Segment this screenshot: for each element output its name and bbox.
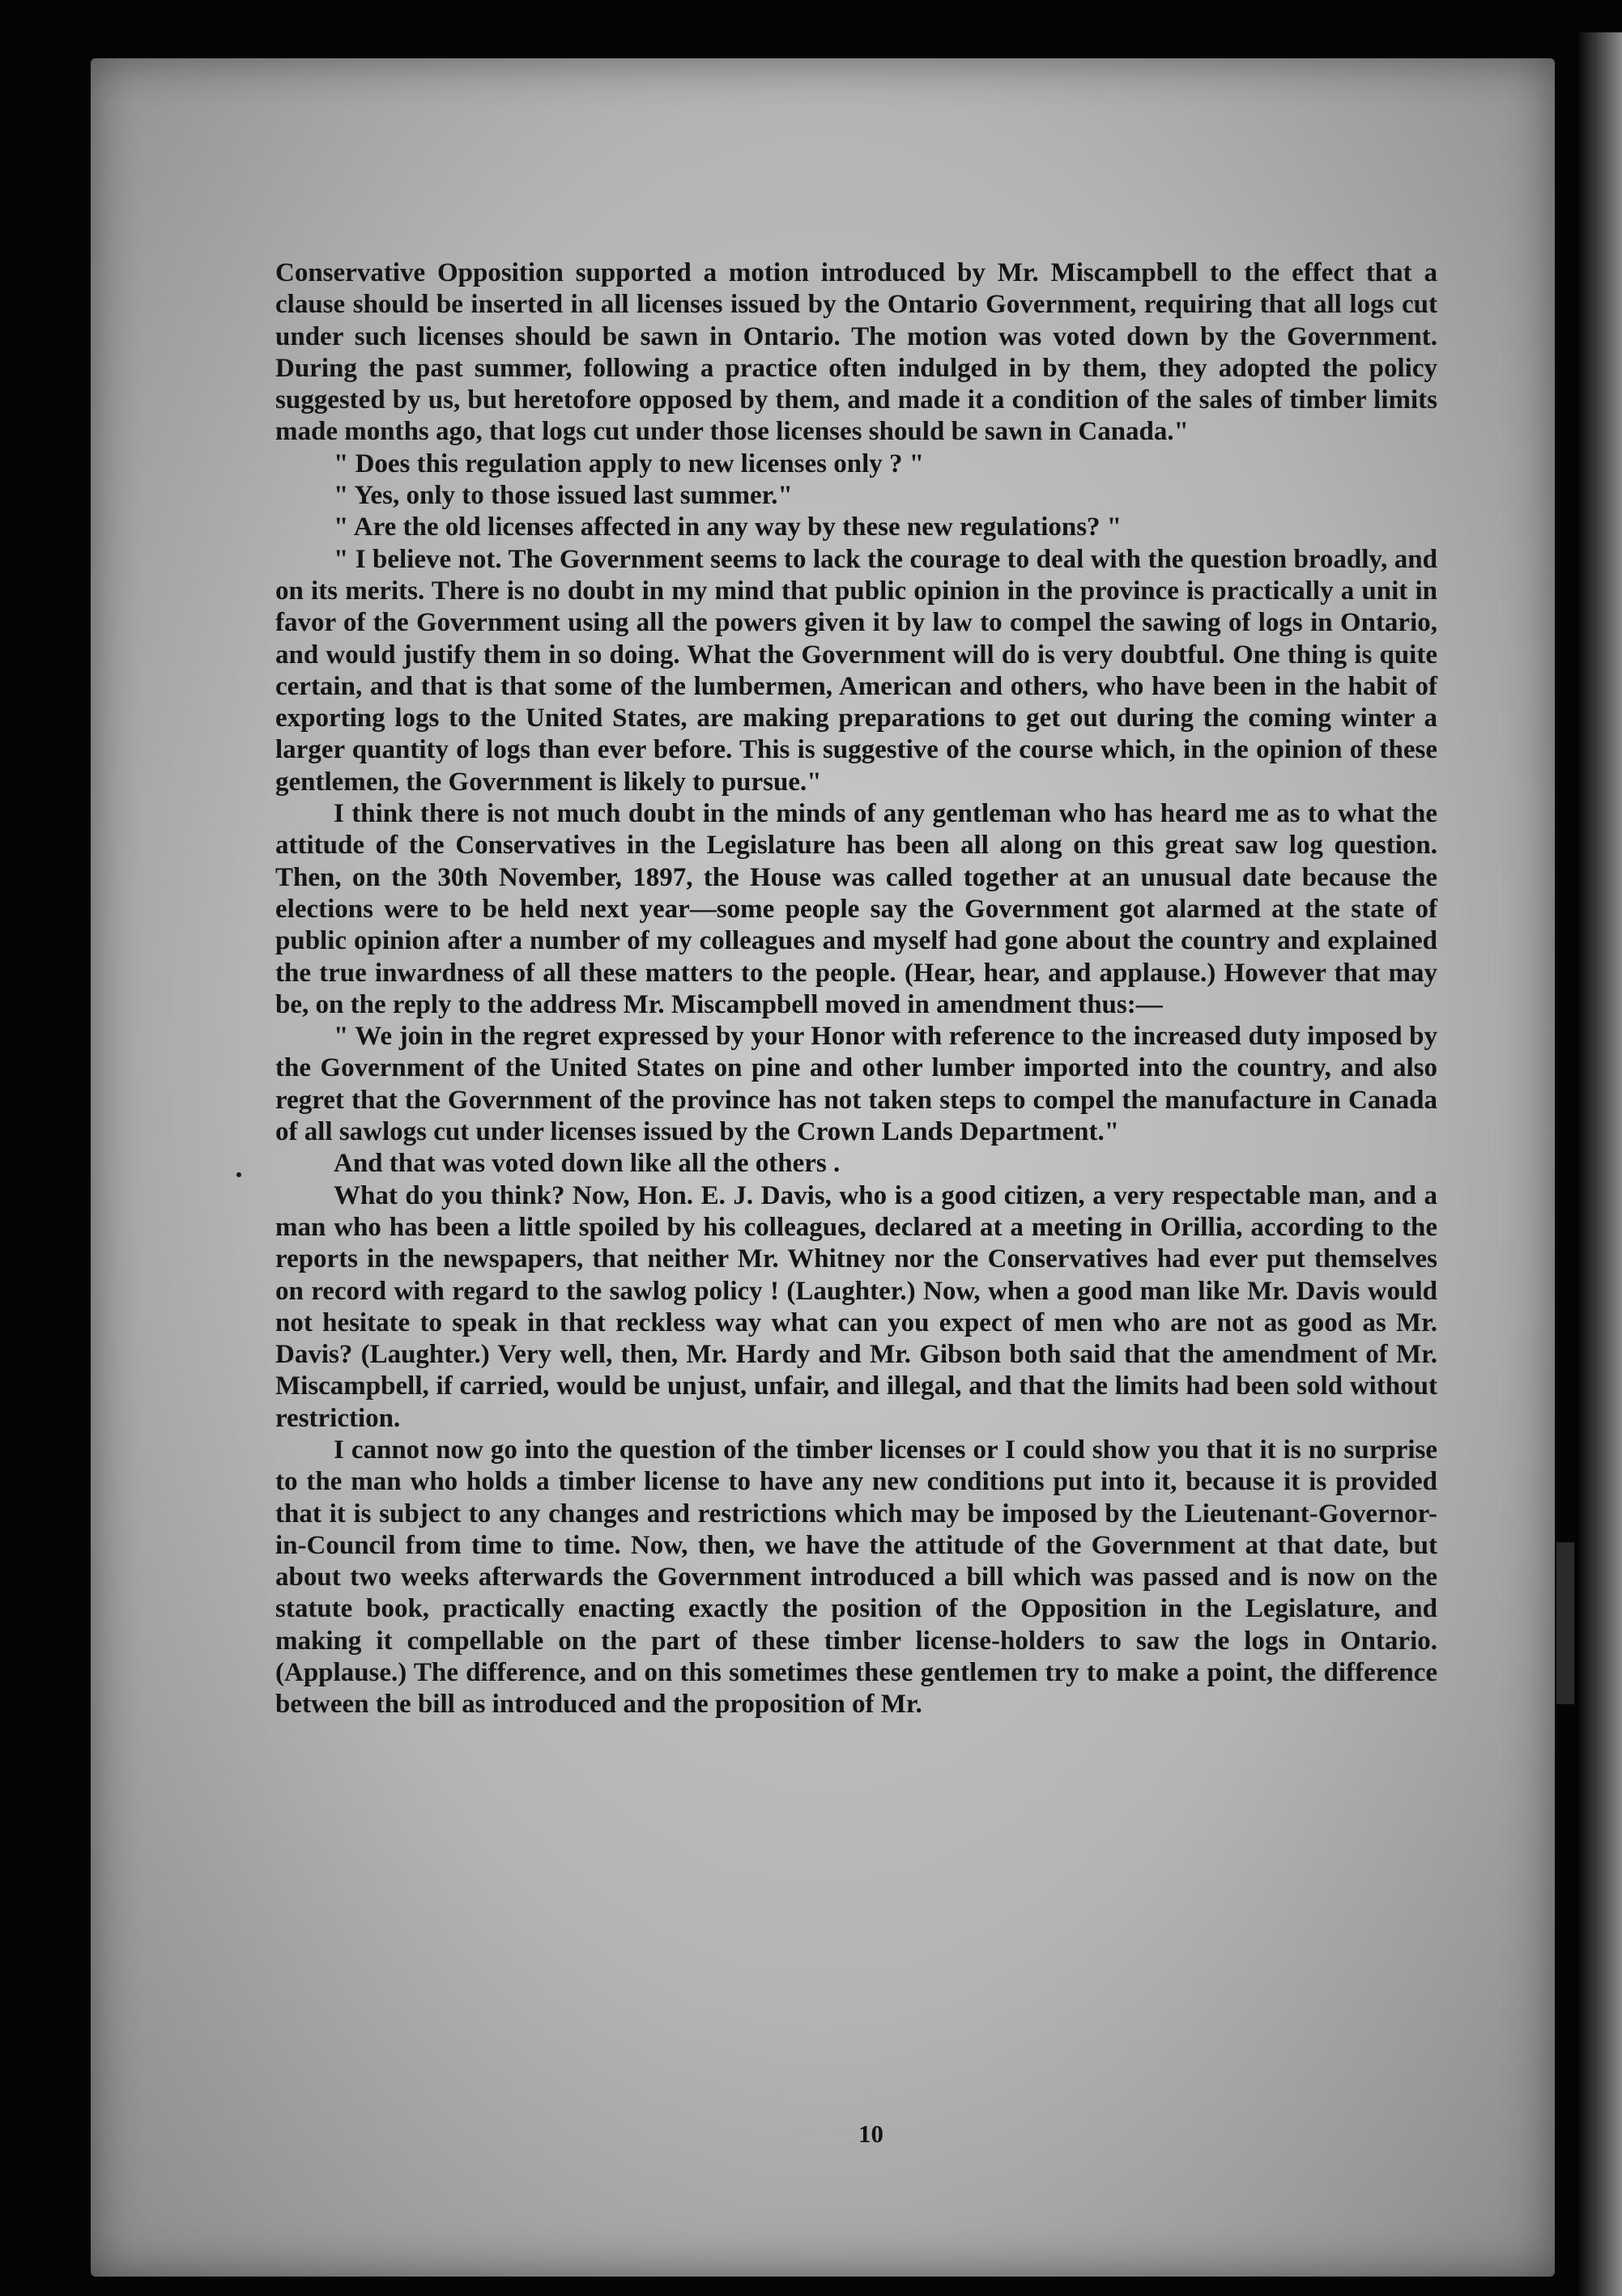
paragraph-5: " I believe not. The Government seems to lack the courage to deal with the question broadly, and on its merits. There is no doubt in my mind that public opinion in the province is practically a unit in favor of the Government using all the powers given it by law to compel the sawing of logs in Ontario, and would justify them in so doing. What the Government will do is very doubtful. One thing is quite certain, and that is that some of the lumbermen, American and others, who have been in the habit of exporting logs to the United States, are making preparations to get out during the coming winter a larger quantity of logs than ever before. This is suggestive of the course which, in the opinion of these gentlemen, the Government is likely to pursue." xyxy=(275,544,1437,797)
paragraph-1: Conservative Opposition supported a motion introduced by Mr. Miscampbell to the effect that a clause should be inserted in all licenses issued by the Ontario Government, requiring that all logs cut under such licenses should be sawn in Ontario. The motion was voted down by the Government. During the past summer, following a practice often indulged in by them, they adopted the policy suggested by us, but heretofore opposed by them, and made it a condition of the sales of timber limits made months ago, that logs cut under those licenses should be sawn in Canada." xyxy=(275,258,1437,447)
paragraph-10: I cannot now go into the question of the timber licenses or I could show you that it is no surprise to the man who holds a timber license to have any new conditions put into it, because it is provided that it is subject to any changes and restrictions which may be imposed by the Lieutenant-Governor-in-Council from time to time. Now, then, we have the attitude of the Government at that date, but about two weeks afterwards the Government introduced a bill which was passed and is now on the statute book, practically enacting exactly the position of the Opposition in the Legislature, and making it compellable on the part of these timber license-holders to saw the logs in Ontario. (Applause.) The difference, and on this sometimes these gentlemen try to make a point, the difference between the bill as introduced and the proposition of Mr. xyxy=(275,1435,1437,1720)
paragraph-6: I think there is not much doubt in the minds of any gentleman who has heard me as to what the attitude of the Conservatives in the Legislature has been all along on this great saw log question. Then, on the 30th November, 1897, the House was called together at an unusual date because the elections were to be held next year—some people say the Government got alarmed at the state of public opinion after a number of my colleagues and myself had gone about the country and explained the true inwardness of all these matters to the people. (Hear, hear, and applause.) However that may be, on the reply to the address Mr. Miscampbell moved in amendment thus:— xyxy=(275,799,1437,1019)
binding-mark xyxy=(1556,1542,1574,1704)
body-text xyxy=(275,257,1437,1721)
paragraph-3: " Yes, only to those issued last summer." xyxy=(334,481,793,511)
paragraph-4: " Are the old licenses affected in any way by these new regulations? " xyxy=(334,512,1122,542)
paragraph-2: " Does this regulation apply to new licenses only ? " xyxy=(334,449,925,478)
page-number: 10 xyxy=(858,2120,883,2148)
paragraph-8: And that was voted down like all the others . xyxy=(334,1149,841,1179)
ink-speck xyxy=(236,1172,241,1177)
paragraph-9: What do you think? Now, Hon. E. J. Davis, who is a good citizen, a very respectable man, and a man who has been a little spoiled by his colleagues, declared at a meeting in Orillia, according to the reports in the newspapers, that neither Mr. Whitney nor the Conservatives had ever put themselves on record with regard to the sawlog policy ! (Laughter.) Now, when a good man like Mr. Davis would not hesitate to speak in that reckless way what can you expect of men who are not as good as Mr. Davis? (Laughter.) Very well, then, Mr. Hardy and Mr. Gibson both said that the amendment of Mr. Miscampbell, if carried, would be unjust, unfair, and illegal, and that the limits had been sold without restriction. xyxy=(275,1180,1437,1433)
adjacent-page-edge xyxy=(1579,32,1622,2296)
paragraph-7: " We join in the regret expressed by your Honor with reference to the increased duty imposed by the Government of the United States on pine and other lumber imported into the country, and also regret that the Government of the province has not taken steps to compel the manufacture in Canada of all sawlogs cut under licenses issued by the Crown Lands Department." xyxy=(275,1022,1437,1147)
